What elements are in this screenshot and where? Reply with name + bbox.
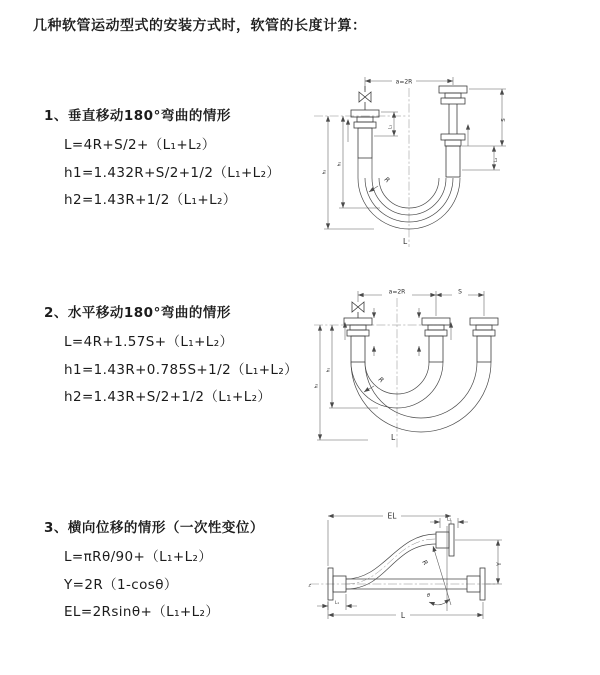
formula-line: EL=2Rsinθ+（L₁+L₂） [64, 604, 220, 620]
section-lateral-displacement [44, 516, 264, 627]
dim-label-h2: h₂ [314, 383, 320, 389]
diagram-horizontal-180-bend-drawing [312, 280, 562, 455]
section-vertical-180-bend [44, 104, 280, 215]
formula-line: h1=1.43R+0.785S+1/2（L₁+L₂） [64, 361, 299, 378]
formula-line: h1=1.432R+S/2+1/2（L₁+L₂） [64, 164, 281, 181]
radius-label: R [382, 175, 392, 185]
dim-label-h2: h₂ [322, 169, 328, 175]
diagram-vertical-180-bend [310, 66, 560, 258]
formula-line: h2=1.43R+S/2+1/2（L₁+L₂） [64, 389, 272, 405]
formula-line: L=4R+1.57S+（L₁+L₂） [64, 334, 234, 350]
dim-label-l2: L₂ [494, 157, 499, 163]
formula-list [64, 329, 298, 412]
dim-label-y: Y [496, 562, 503, 566]
dim-label-l: L [400, 611, 406, 620]
formula-list [64, 132, 280, 215]
dim-label-l1: L₁ [388, 124, 394, 130]
dim-label-l1: L₁ [334, 600, 340, 605]
formula-list [64, 544, 264, 627]
formula-line: L=4R+S/2+（L₁+L₂） [64, 137, 216, 153]
dim-label-a2r: a=2R [395, 78, 413, 86]
angle-label: θ [427, 594, 430, 599]
dim-label-h1: h₁ [326, 367, 332, 373]
radius-label: R [376, 375, 386, 385]
dim-label-h1: h₁ [337, 161, 343, 167]
dim-label-s: S [501, 118, 507, 122]
section-heading: 3、横向位移的情形（一次性变位） [44, 520, 264, 536]
section-horizontal-180-bend [44, 301, 298, 412]
formula-line: Y=2R（1-cosθ） [64, 576, 178, 593]
dim-label-s: S [458, 288, 462, 296]
break-mark: z [308, 583, 311, 589]
length-label: L [403, 237, 408, 246]
radius-label: R [420, 558, 430, 567]
formula-line: h2=1.43R+1/2（L₁+L₂） [64, 192, 237, 208]
section-heading: 1、垂直移动180°弯曲的情形 [44, 108, 231, 124]
diagram-lateral-displacement [300, 498, 590, 648]
page-title: 几种软管运动型式的安装方式时，软管的长度计算： [33, 18, 367, 34]
diagram-vertical-180-bend-drawing [310, 66, 560, 258]
length-label: L [391, 433, 396, 442]
diagram-horizontal-180-bend [312, 280, 562, 455]
dim-label-el: EL [387, 511, 397, 521]
dim-label-l2: L₂ [446, 517, 452, 523]
dim-label-a2r: a=2R [388, 288, 406, 296]
diagram-lateral-displacement-drawing [300, 498, 590, 648]
formula-line: L=πRθ/90+（L₁+L₂） [64, 549, 213, 565]
section-heading: 2、水平移动180°弯曲的情形 [44, 305, 231, 321]
